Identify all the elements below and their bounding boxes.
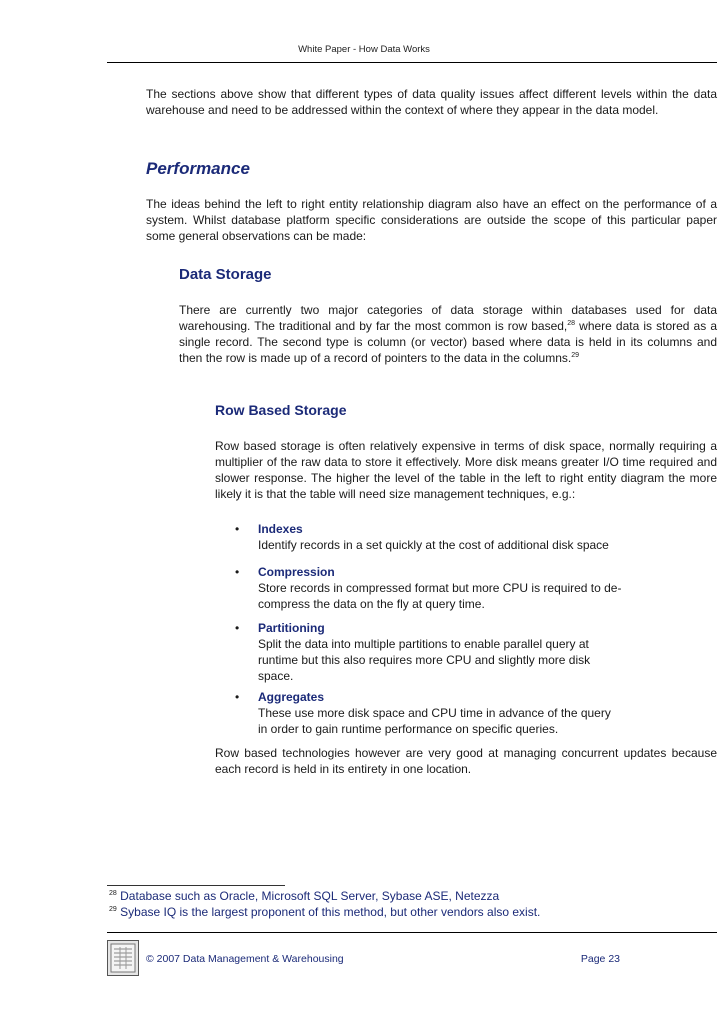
page-number: Page 23 — [580, 953, 620, 965]
footnote-text: Database such as Oracle, Microsoft SQL Server, Sybase ASE, Netezza — [120, 889, 500, 903]
performance-heading: Performance — [146, 159, 250, 178]
bullet-icon: • — [235, 621, 240, 635]
bullet-term: Indexes — [258, 522, 303, 536]
bullet-desc: These use more disk space and CPU time in advance of the query in order to gain runtime performance on specific queries. — [258, 706, 611, 736]
header-divider — [107, 62, 717, 63]
data-storage-text-2: where data is stored as a single record. The second type is column (or vector) based where data is held in its columns and then the row is made up of a record of pointers to the data in the columns. — [179, 319, 717, 365]
row-storage-paragraph: Row based storage is often relatively expensive in terms of disk space, normally requiring a multiplier of the raw data to store it effectively. More disk means greater I/O time required and slower response. The higher the level of the table in the left to right entity diagram the more likely it is that the table will need size management techniques, e.g.: — [215, 439, 717, 501]
bullet-icon: • — [235, 565, 240, 579]
page-header: White Paper - How Data Works — [298, 44, 430, 55]
data-storage-heading: Data Storage — [179, 266, 272, 283]
bullet-desc: Store records in compressed format but more CPU is required to de-compress the data on the fly at query time. — [258, 581, 622, 611]
footnote-number: 28 — [109, 890, 117, 897]
intro-paragraph: The sections above show that different types of data quality issues affect different levels within the data warehouse and need to be addressed within the context of where they appear in the data model. — [146, 87, 717, 117]
performance-paragraph: The ideas behind the left to right entity relationship diagram also have an effect on the performance of a system. Whilst database platform specific considerations are outside the scope of this particular paper some general observations can be made: — [146, 197, 717, 243]
footnote-divider — [107, 885, 285, 886]
bullet-term: Aggregates — [258, 690, 325, 704]
row-storage-closing: Row based technologies however are very good at managing concurrent updates because each record is held in its entirety in one location. — [215, 746, 717, 776]
bullet-term: Compression — [258, 565, 335, 579]
bullet-desc: Split the data into multiple partitions to enable parallel query at runtime but this also requires more CPU and slightly more disk space. — [258, 637, 591, 683]
footnote-ref-28[interactable]: 28 — [567, 320, 576, 327]
bullet-term: Partitioning — [258, 621, 325, 635]
row-storage-heading: Row Based Storage — [215, 402, 347, 418]
bullet-icon: • — [235, 690, 240, 704]
data-storage-paragraph — [179, 302, 717, 366]
footer-copyright: © 2007 Data Management & Warehousing — [146, 953, 344, 965]
footnote-29 — [109, 905, 540, 920]
bullet-desc: Identify records in a set quickly at the cost of additional disk space — [258, 538, 609, 552]
company-logo-icon — [107, 940, 139, 976]
footnote-28 — [109, 889, 499, 904]
footnote-text: Sybase IQ is the largest proponent of this method, but other vendors also exist. — [120, 905, 541, 919]
bullet-icon: • — [235, 522, 240, 536]
footer-divider — [107, 932, 717, 933]
footnote-ref-29[interactable]: 29 — [571, 352, 580, 359]
data-storage-text-1: There are currently two major categories of data storage within databases used for data warehousing. The traditional and by far the most common is row based, — [179, 303, 717, 333]
footnote-number: 29 — [109, 906, 117, 913]
